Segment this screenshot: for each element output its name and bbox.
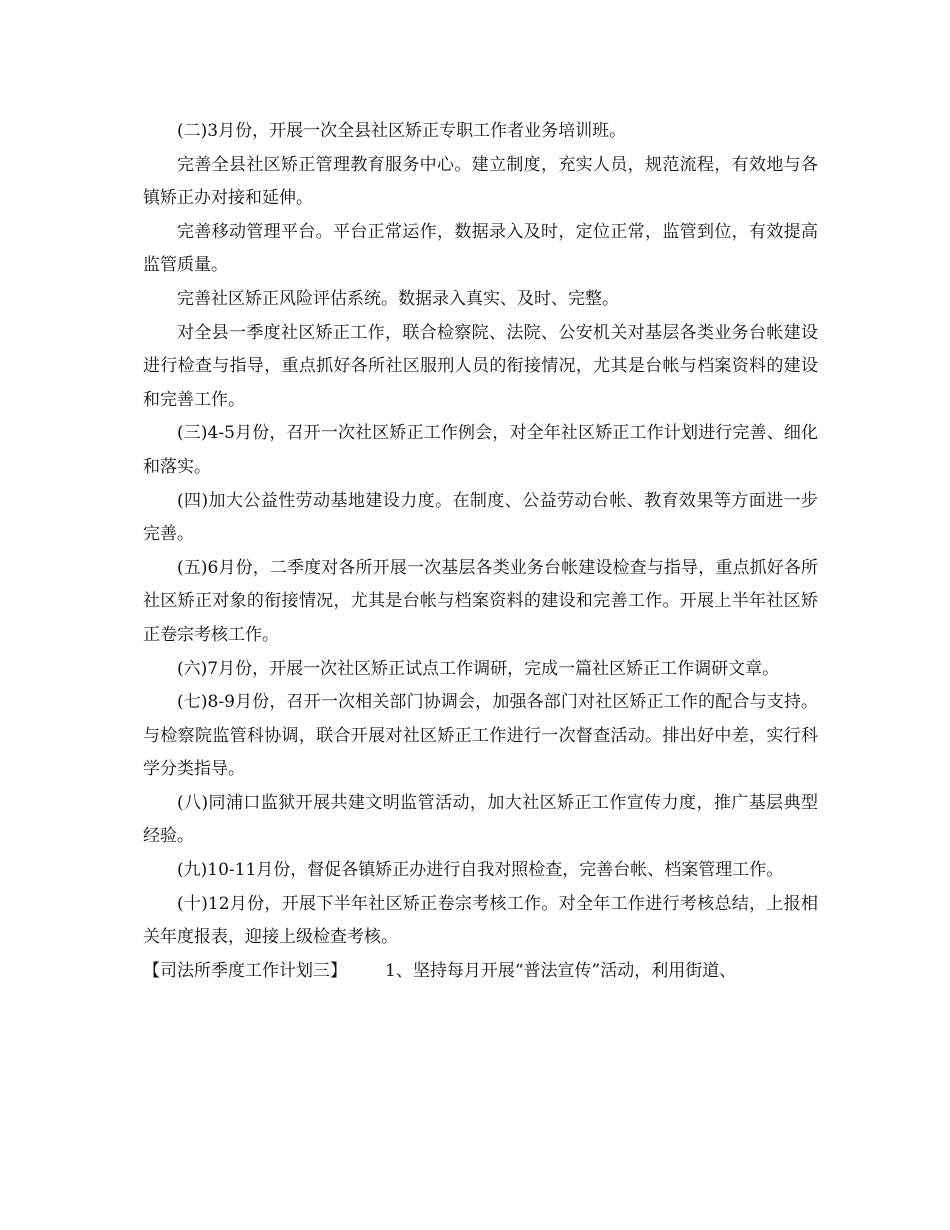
paragraph-3: 完善移动管理平台。平台正常运作，数据录入及时，定位正常，监管到位，有效提高监管质量。 xyxy=(143,221,818,276)
paragraph-9: (六)7月份，开展一次社区矫正试点工作调研，完成一篇社区矫正工作调研文章。 xyxy=(177,658,780,679)
section-heading: 【司法所季度工作计划三】 xyxy=(143,960,347,981)
paragraph-8: (五)6月份，二季度对各所开展一次基层各类业务台帐建设检查与指导，重点抓好各所社区矫正对象的衔接情况，尤其是台帐与档案资料的建设和完善工作。开展上半年社区矫正卷宗考核工作。 xyxy=(143,557,818,645)
section-first-line: 1、坚持每月开展“普法宣传”活动，利用街道、 xyxy=(385,960,737,981)
section-line xyxy=(143,955,818,989)
paragraph-13: (十)12月份，开展下半年社区矫正卷宗考核工作。对全年工作进行考核总结，上报相关年度报表，迎接上级检查考核。 xyxy=(143,893,818,948)
paragraph-11: (八)同浦口监狱开展共建文明监管活动，加大社区矫正工作宣传力度，推广基层典型经验。 xyxy=(143,792,818,847)
paragraph-10: (七)8-9月份，召开一次相关部门协调会，加强各部门对社区矫正工作的配合与支持。与检察院监管科协调，联合开展对社区矫正工作进行一次督查活动。排出好中差，实行科学分类指导。 xyxy=(143,692,818,780)
paragraph-7: (四)加大公益性劳动基地建设力度。在制度、公益劳动台帐、教育效果等方面进一步完善。 xyxy=(143,490,818,545)
paragraph-12: (九)10-11月份，督促各镇矫正办进行自我对照检查，完善台帐、档案管理工作。 xyxy=(177,860,784,881)
paragraph-2: 完善全县社区矫正管理教育服务中心。建立制度，充实人员，规范流程，有效地与各镇矫正办对接和延伸。 xyxy=(143,154,818,209)
paragraph-1: (二)3月份，开展一次全县社区矫正专职工作者业务培训班。 xyxy=(177,121,627,141)
paragraph-4: 完善社区矫正风险评估系统。数据录入真实、及时、完整。 xyxy=(177,288,619,309)
document-body xyxy=(143,115,818,988)
paragraph-5: 对全县一季度社区矫正工作，联合检察院、法院、公安机关对基层各类业务台帐建设进行检查与指导，重点抓好各所社区服刑人员的衔接情况，尤其是台帐与档案资料的建设和完善工作。 xyxy=(143,322,818,410)
paragraph-6: (三)4-5月份，召开一次社区矫正工作例会，对全年社区矫正工作计划进行完善、细化和落实。 xyxy=(143,423,818,477)
